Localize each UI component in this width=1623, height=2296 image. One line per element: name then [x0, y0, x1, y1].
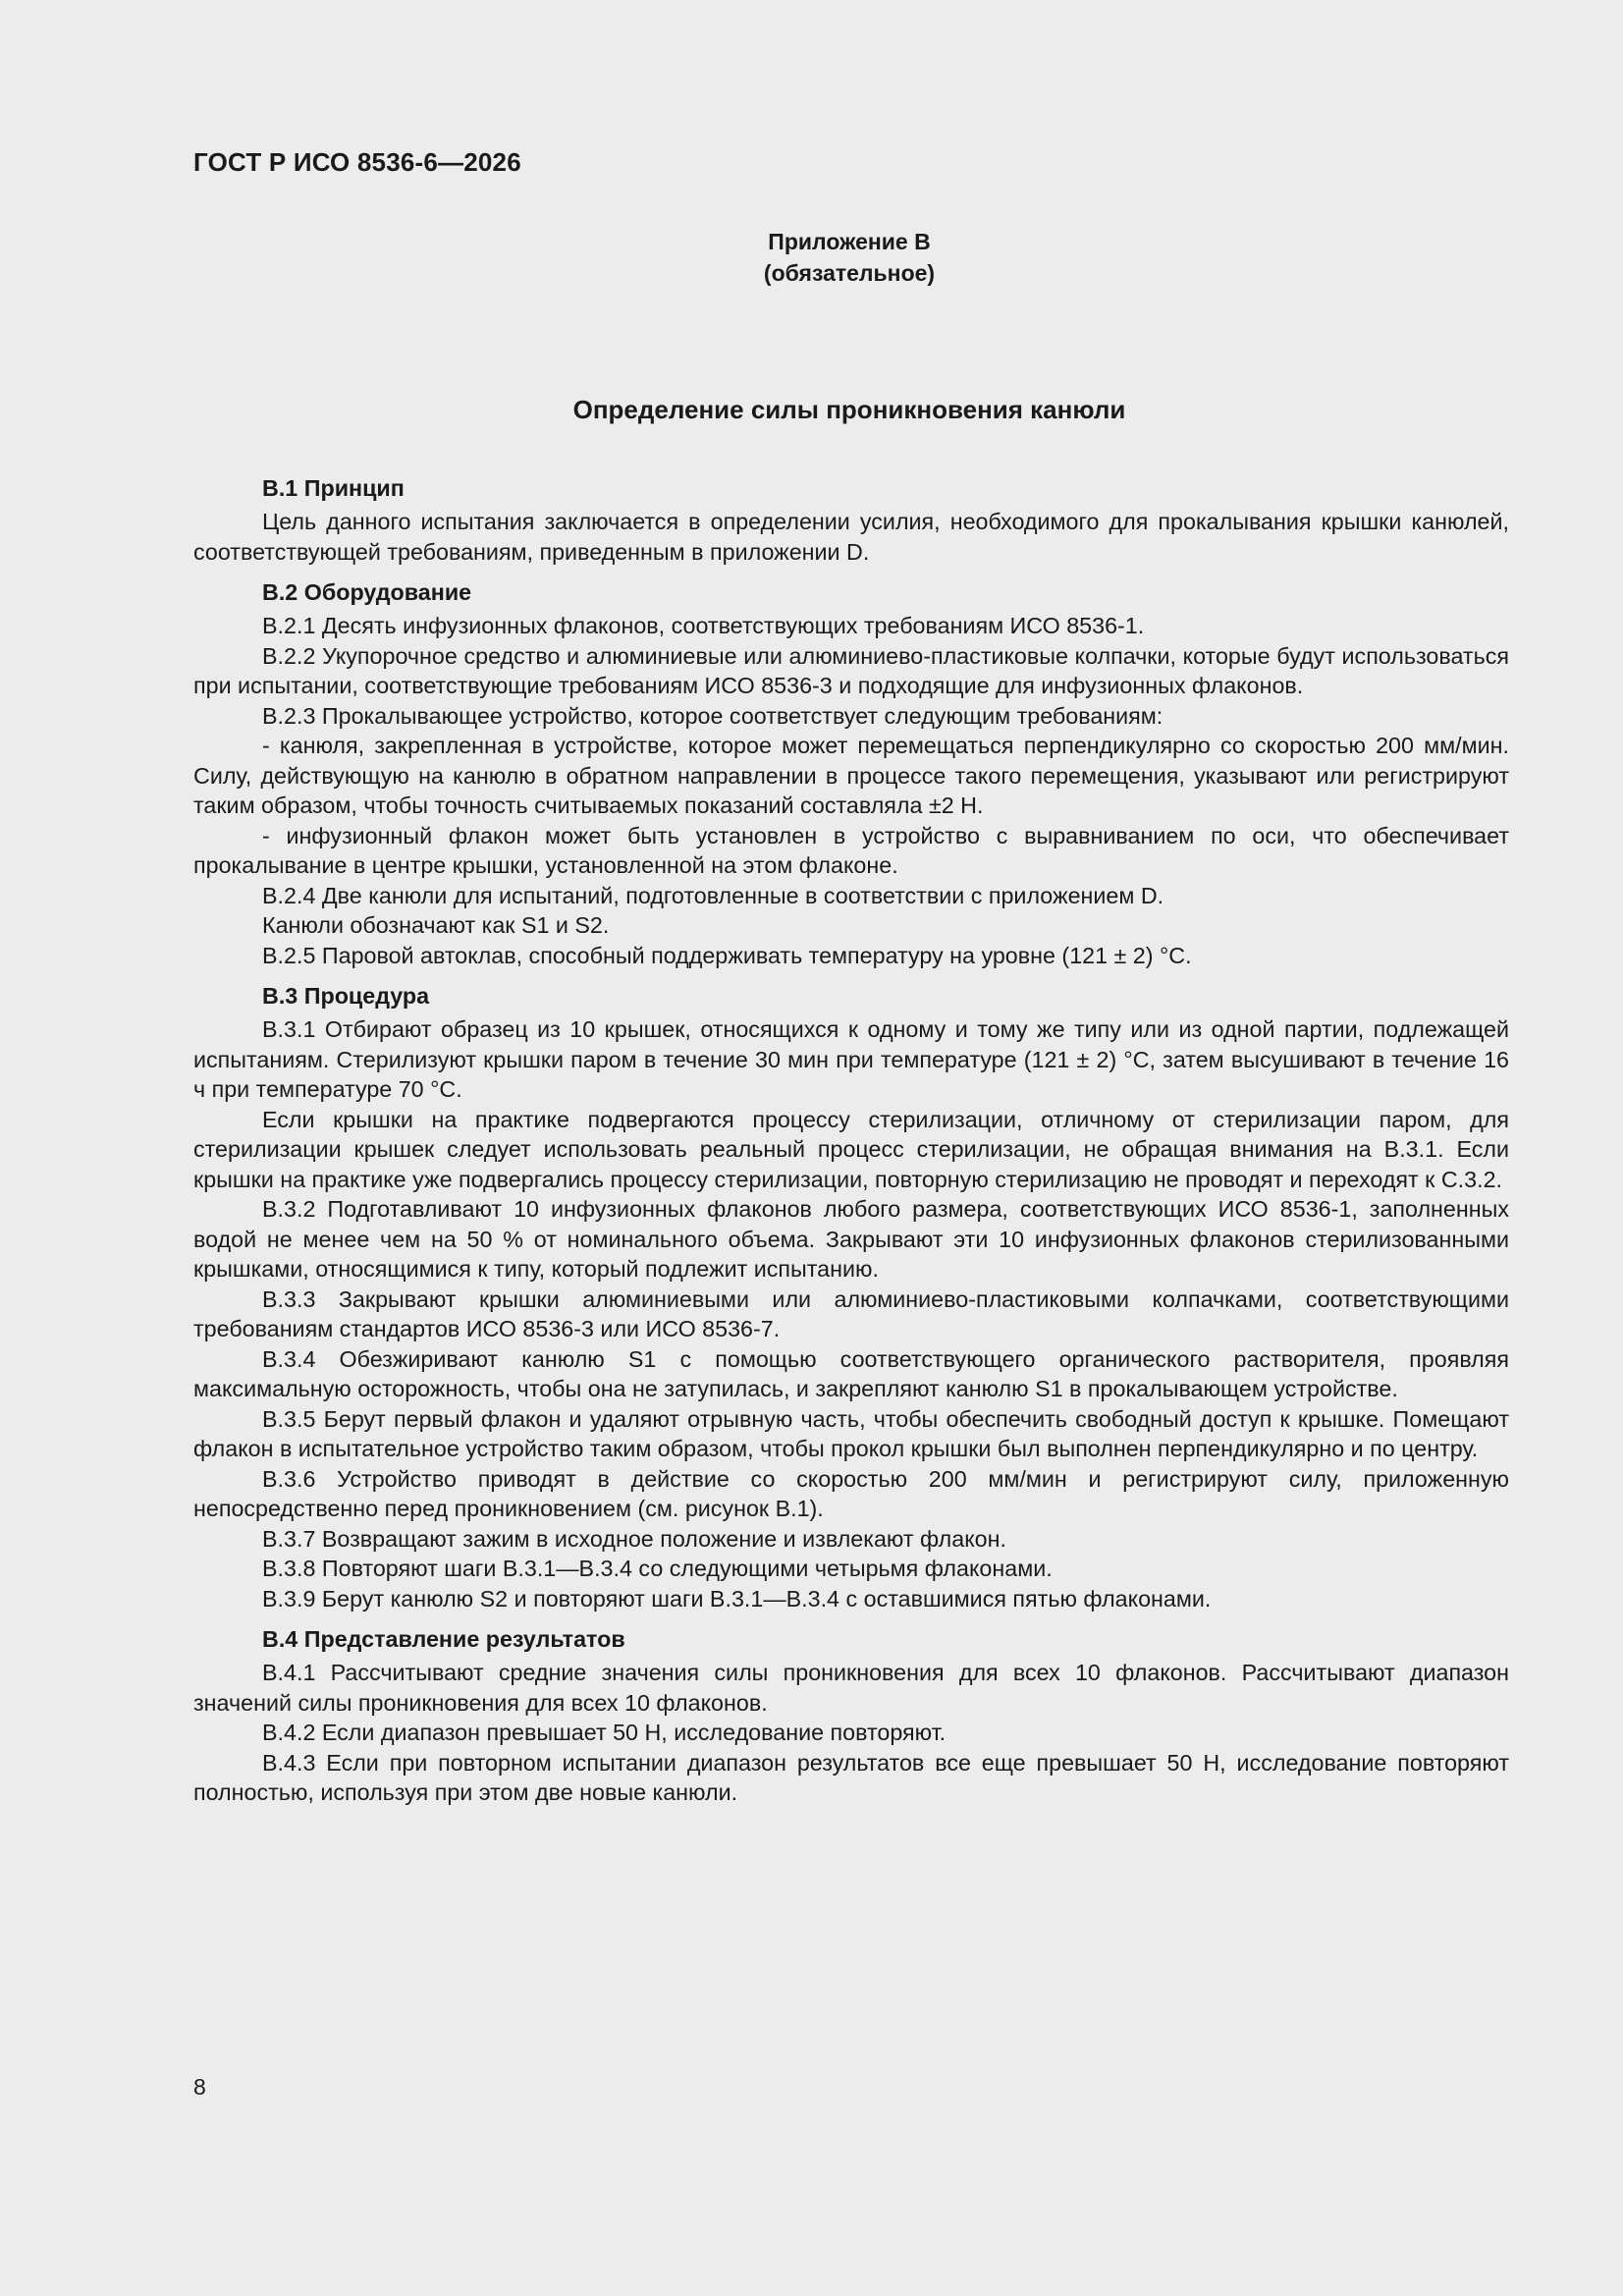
section-b3: [193, 979, 1509, 1613]
paragraph: В.2.1 Десять инфузионных флаконов, соответствующих требованиям ИСО 8536-1.: [262, 613, 1145, 638]
paragraph: В.2.5 Паровой автоклав, способный поддерживать температуру на уровне (121 ± 2) °С.: [262, 942, 1192, 968]
paragraph: В.3.2 Подготавливают 10 инфузионных флаконов любого размера, соответствующих ИСО 8536-1, заполненных водой не менее чем на 50 % от номинального объема. Закрывают эти 10 инфузионных флаконов стерилизованными крышками, относящимися к типу, который подлежит испытанию.: [193, 1196, 1509, 1282]
paragraph: В.4.1 Рассчитывают средние значения силы проникновения для всех 10 флаконов. Рассчитывают диапазон значений силы проникновения для всех 10 флаконов.: [193, 1660, 1509, 1716]
paragraph: В.3.7 Возвращают зажим в исходное положение и извлекают флакон.: [262, 1525, 1006, 1552]
section-b2: [193, 575, 1509, 970]
paragraph: В.3.9 Берут канюлю S2 и повторяют шаги В.3.1—В.3.4 с оставшимися пятью флаконами.: [262, 1585, 1212, 1612]
paragraph: В.3.8 Повторяют шаги В.3.1—В.3.4 со следующими четырьмя флаконами.: [262, 1556, 1053, 1581]
paragraph: В.2.2 Укупорочное средство и алюминиевые или алюминиево-пластиковые колпачки, которые будут использоваться при испытании, соответствующие требованиям ИСО 8536-3 и подходящие для инфузионных флаконов.: [193, 642, 1509, 698]
paragraph: Если крышки на практике подвергаются процессу стерилизации, отличному от стерилизации паром, для стерилизации крышек следует использовать реальный процесс стерилизации, не обращая внимания на В.3.1. Если крышки на практике уже подвергались процессу стерилизации, повторную стерилизацию не проводят и переходят к С.3.2.: [193, 1106, 1509, 1192]
paragraph: В.4.3 Если при повторном испытании диапазон результатов все еще превышает 50 Н, исследование повторяют полностью, используя при этом две новые канюли.: [193, 1749, 1509, 1805]
section-heading: В.3 Процедура: [262, 983, 430, 1009]
page-number: 8: [193, 2074, 206, 2100]
section-b1: [193, 471, 1509, 567]
appendix-status: (обязательное): [763, 260, 936, 286]
section-heading: В.2 Оборудование: [262, 579, 472, 605]
document-header: ГОСТ Р ИСО 8536-6—2026: [193, 147, 521, 177]
paragraph: В.3.6 Устройство приводят в действие со скоростью 200 мм/мин и регистрируют силу, приложенную непосредственно перед проникновением (см. рисунок В.1).: [193, 1465, 1509, 1521]
paragraph: Канюли обозначают как S1 и S2.: [262, 912, 610, 938]
section-heading: В.4 Представление результатов: [262, 1626, 625, 1652]
appendix-heading: [0, 226, 1623, 289]
document-body: [193, 471, 1509, 1808]
paragraph: В.2.3 Прокалывающее устройство, которое соответствует следующим требованиям:: [262, 702, 1163, 729]
paragraph: В.4.2 Если диапазон превышает 50 Н, исследование повторяют.: [262, 1720, 947, 1745]
page-title: Определение силы проникновения канюли: [572, 395, 1126, 424]
paragraph: В.2.4 Две канюли для испытаний, подготовленные в соответствии с приложением D.: [262, 882, 1164, 908]
paragraph: В.3.5 Берут первый флакон и удаляют отрывную часть, чтобы обеспечить свободный доступ к крышке. Помещают флакон в испытательное устройство таким образом, чтобы прокол крышки был выполнен перпендикулярно и по центру.: [193, 1405, 1509, 1461]
section-heading: В.1 Принцип: [262, 475, 405, 501]
paragraph: Цель данного испытания заключается в определении усилия, необходимого для прокалывания крышки канюлей, соответствующей требованиям, приведенным в приложении D.: [193, 509, 1509, 565]
section-b4: [193, 1622, 1509, 1808]
paragraph: В.3.4 Обезжиривают канюлю S1 с помощью соответствующего органического растворителя, проявляя максимальную осторожность, чтобы она не затупилась, и закрепляют канюлю S1 в прокалывающем устройстве.: [193, 1345, 1509, 1401]
list-item: - инфузионный флакон может быть установлен в устройство с выравниванием по оси, что обеспечивает прокалывание в центре крышки, установленной на этом флаконе.: [193, 822, 1509, 878]
paragraph: В.3.1 Отбирают образец из 10 крышек, относящихся к одному и тому же типу или из одной партии, подлежащей испытаниям. Стерилизуют крышки паром в течение 30 мин при температуре (121 ± 2) °С, затем высушивают в течение 16 ч при температуре 70 °С.: [193, 1016, 1509, 1102]
paragraph: В.3.3 Закрывают крышки алюминиевыми или алюминиево-пластиковыми колпачками, соответствующими требованиям стандартов ИСО 8536-3 или ИСО 8536-7.: [193, 1285, 1509, 1341]
appendix-title: Приложение В: [768, 229, 931, 254]
list-item: - канюля, закрепленная в устройстве, которое может перемещаться перпендикулярно со скоростью 200 мм/мин. Силу, действующую на канюлю в обратном направлении в процессе такого перемещения, указывают или регистрируют таким образом, чтобы точность считываемых показаний составляла ±2 Н.: [193, 733, 1509, 818]
